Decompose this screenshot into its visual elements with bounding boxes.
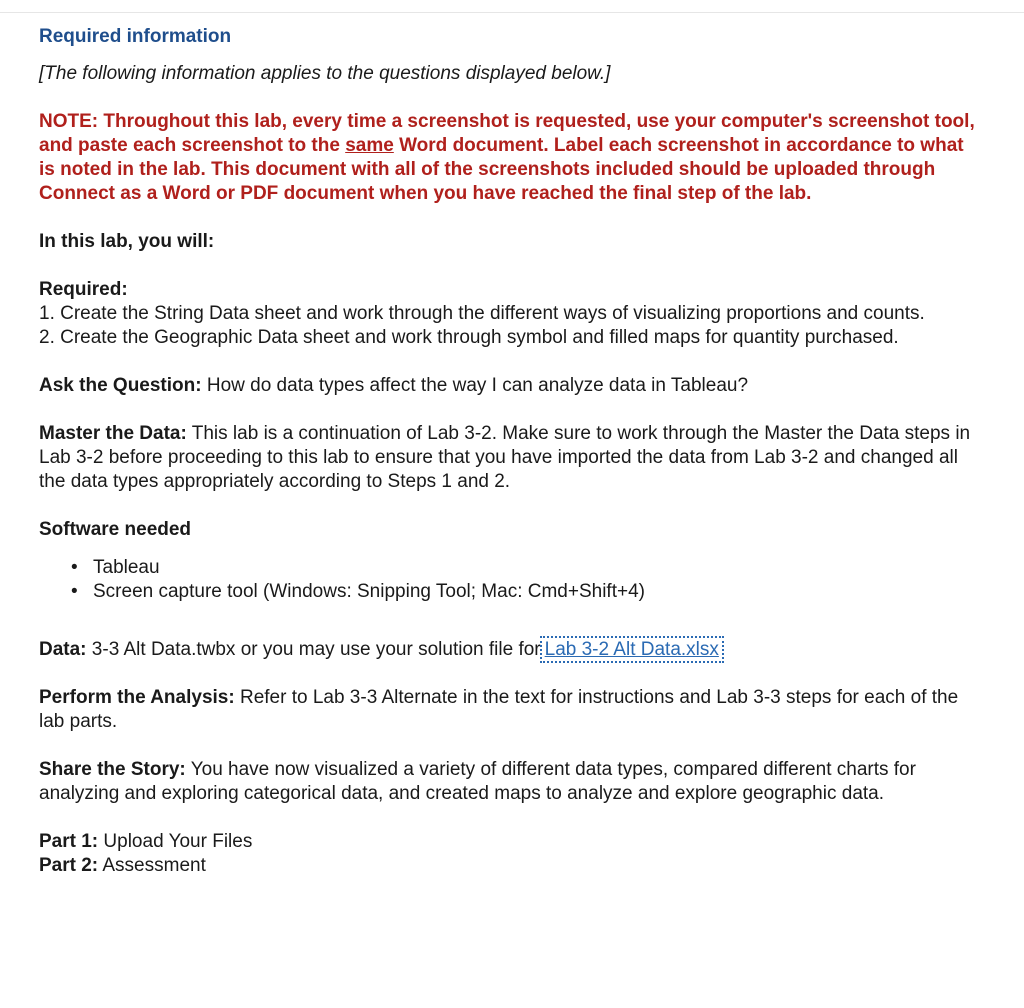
software-section	[39, 518, 979, 604]
master-data-paragraph	[39, 422, 979, 494]
software-list	[39, 556, 979, 604]
share-label: Share the Story:	[39, 759, 186, 780]
note-text-end: Word document. Label each screenshot in accordance to what is noted in the lab. This document with all of the screenshots included should be uploaded through Connect as a Word or PDF document when you have reached the final step of the lab.	[39, 135, 964, 204]
master-text: This lab is a continuation of Lab 3-2. Make sure to work through the Master the Data steps in Lab 3-2 before proceeding to this lab to ensure that you have imported the data from Lab 3-2 and changed all the data types appropriately according to Steps 1 and 2.	[39, 423, 971, 492]
ask-text: How do data types affect the way I can analyze data in Tableau?	[201, 375, 749, 396]
data-paragraph	[39, 638, 979, 662]
required-section	[39, 278, 979, 350]
perform-label: Perform the Analysis:	[39, 687, 235, 708]
share-text: You have now visualized a variety of different data types, compared different charts for analyzing and exploring categorical data, and created maps to analyze and explore geographic data.	[39, 759, 916, 804]
part-2-text: Assessment	[98, 855, 206, 876]
perform-analysis-paragraph	[39, 686, 979, 734]
parts-section	[39, 830, 979, 878]
note-emphasis: same	[345, 135, 394, 156]
ask-label: Ask the Question:	[39, 375, 202, 396]
part-1	[39, 830, 979, 854]
part-2	[39, 854, 979, 878]
required-information-title: Required information	[39, 26, 232, 47]
lab-intro: In this lab, you will:	[39, 231, 215, 252]
note-paragraph	[39, 110, 979, 206]
software-label: Software needed	[39, 519, 192, 540]
data-label: Data:	[39, 639, 87, 660]
question-content	[39, 24, 979, 878]
ask-question-paragraph	[39, 374, 979, 398]
perform-text: Refer to Lab 3-3 Alternate in the text for instructions and Lab 3-3 steps for each of the lab parts.	[39, 687, 959, 732]
required-label: Required:	[39, 279, 128, 300]
software-item-screen-capture: • Screen capture tool (Windows: Snipping Tool; Mac: Cmd+Shift+4)	[93, 580, 979, 604]
part-2-label: Part 2:	[39, 855, 99, 876]
software-item-tableau: • Tableau	[93, 556, 979, 580]
data-file-link[interactable]: Lab 3-2 Alt Data.xlsx	[544, 639, 719, 660]
part-1-label: Part 1:	[39, 831, 99, 852]
master-label: Master the Data:	[39, 423, 187, 444]
part-1-text: Upload Your Files	[98, 831, 253, 852]
required-item-1: 1. Create the String Data sheet and work through the different ways of visualizing proportions and counts.	[39, 303, 925, 324]
share-story-paragraph	[39, 758, 979, 806]
top-divider	[0, 0, 1024, 13]
data-text: 3-3 Alt Data.twbx or you may use your solution file for	[86, 639, 541, 660]
required-item-2: 2. Create the Geographic Data sheet and work through symbol and filled maps for quantity purchased.	[39, 327, 899, 348]
intro-text: [The following information applies to the questions displayed below.]	[39, 63, 611, 84]
note-text-start: NOTE: Throughout this lab, every time a screenshot is requested, use your computer's screenshot tool, and paste each screenshot to the	[39, 111, 975, 156]
